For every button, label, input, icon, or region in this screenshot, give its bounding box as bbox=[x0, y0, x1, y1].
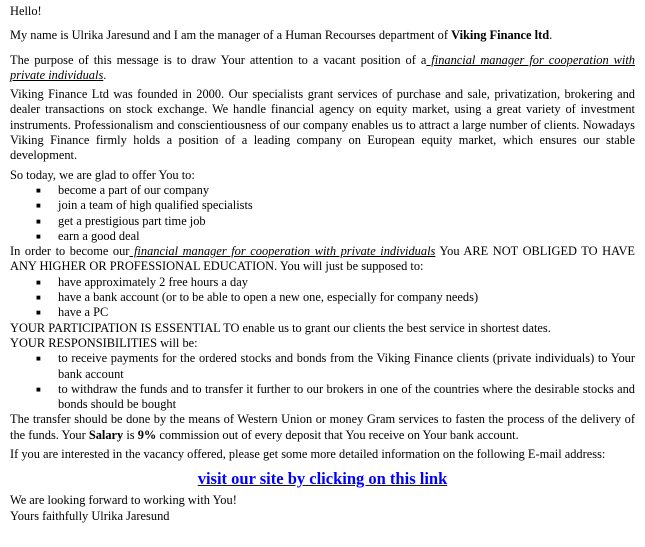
list-item bbox=[10, 275, 635, 290]
transfer-paragraph bbox=[10, 412, 635, 443]
company-name: Viking Finance ltd bbox=[451, 28, 550, 43]
list-item bbox=[10, 305, 635, 320]
list-item bbox=[10, 382, 635, 413]
square-bullet-icon: ■ bbox=[36, 308, 41, 318]
list-item-text: become a part of our company bbox=[58, 182, 210, 197]
closing-text: We are looking forward to working with You! bbox=[10, 493, 237, 508]
square-bullet-icon: ■ bbox=[36, 231, 41, 241]
purpose-paragraph bbox=[10, 53, 635, 84]
square-bullet-icon: ■ bbox=[36, 384, 41, 394]
responsibilities-intro: YOUR RESPONSIBILITIES will be: bbox=[10, 335, 198, 350]
intro-paragraph bbox=[10, 28, 635, 43]
site-link[interactable]: visit our site by clicking on this link bbox=[197, 469, 448, 489]
list-item bbox=[10, 290, 635, 305]
purpose-text: The purpose of this message is to draw Your attention to a vacant position of a bbox=[10, 52, 427, 67]
list-item bbox=[10, 198, 635, 213]
list-item bbox=[10, 229, 635, 244]
requirements-text: In order to become our bbox=[10, 244, 130, 259]
responsibility-list bbox=[10, 351, 635, 412]
list-item-text: get a prestigious part time job bbox=[58, 213, 206, 228]
transfer-mid: is bbox=[123, 427, 138, 442]
position-title: financial manager for cooperation with private individuals bbox=[10, 52, 635, 82]
list-item bbox=[10, 214, 635, 229]
requirements-end: You ARE NOT OBLIGED TO HAVE ANY HIGHER OR PROFESSIONAL EDUCATION. You will just be supposed to: bbox=[10, 244, 635, 274]
transfer-text: The transfer should be done by the means of Western Union or money Gram services to fasten the process of the delivery of the funds. Your bbox=[10, 412, 635, 442]
list-item-text: have a bank account (or to be able to open a new one, especially for company needs) bbox=[58, 290, 479, 305]
transfer-end: commission out of every deposit that You receive on Your bank account. bbox=[156, 427, 519, 442]
square-bullet-icon: ■ bbox=[36, 354, 41, 364]
square-bullet-icon: ■ bbox=[36, 293, 41, 303]
list-item-text: to receive payments for the ordered stocks and bonds from the Viking Finance clients (private individuals) to Your bank account bbox=[58, 351, 635, 381]
square-bullet-icon: ■ bbox=[36, 185, 41, 195]
square-bullet-icon: ■ bbox=[36, 277, 41, 287]
offer-list bbox=[10, 183, 635, 244]
salary-value: 9% bbox=[137, 427, 157, 442]
offer-intro: So today, we are glad to offer You to: bbox=[10, 167, 195, 182]
purpose-end: . bbox=[103, 67, 107, 82]
list-item-text: to withdraw the funds and to transfer it further to our brokers in one of the countries where the desirable stocks and bonds should be bought bbox=[58, 381, 635, 412]
square-bullet-icon: ■ bbox=[36, 201, 41, 211]
participation-text: YOUR PARTICIPATION IS ESSENTIAL TO enable us to grant our clients the best service in shortest dates. bbox=[10, 320, 551, 335]
link-container bbox=[10, 469, 635, 489]
salary-label: Salary bbox=[88, 427, 124, 442]
about-paragraph: Viking Finance Ltd was founded in 2000. Our specialists grant services of purchase and sale, privatization, brokering and dealer transactions on stock exchange. We handle financial agency on equity market, using a great variety of investment instruments. Professionalism and conscientiousness of our company enables us to attract a large number of clients. Nowadays Viking Finance firmly holds a position of a leading company on European equity market, which ensures our stable development. bbox=[10, 87, 635, 163]
list-item bbox=[10, 351, 635, 382]
square-bullet-icon: ■ bbox=[36, 216, 41, 226]
list-item-text: have approximately 2 free hours a day bbox=[58, 274, 248, 289]
intro-end: . bbox=[549, 28, 553, 43]
interested-paragraph: If you are interested in the vacancy offered, please get some more detailed information on the following E-mail address: bbox=[10, 447, 606, 462]
greeting: Hello! bbox=[10, 4, 42, 18]
requirement-list bbox=[10, 275, 635, 321]
list-item-text: have a PC bbox=[58, 305, 109, 320]
list-item-text: join a team of high qualified specialists bbox=[58, 198, 253, 213]
intro-text: My name is Ulrika Jaresund and I am the manager of a Human Recourses department of bbox=[10, 28, 452, 43]
signature: Yours faithfully Ulrika Jaresund bbox=[10, 508, 170, 523]
list-item-text: earn a good deal bbox=[58, 228, 140, 243]
position-title: financial manager for cooperation with private individuals bbox=[129, 244, 436, 259]
requirements-paragraph bbox=[10, 244, 635, 275]
list-item bbox=[10, 183, 635, 198]
